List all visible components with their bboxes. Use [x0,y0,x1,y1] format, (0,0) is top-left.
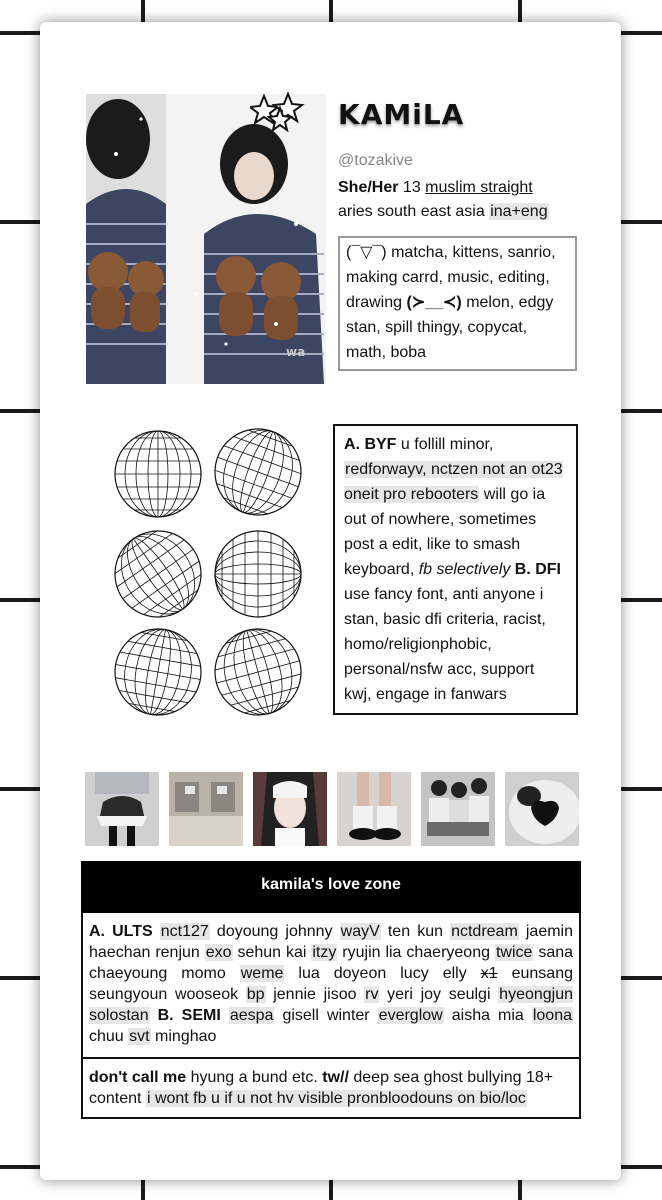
member-text: sehun kai [232,944,312,961]
love-zone-footer [81,1059,581,1119]
member-text: sana chaeyoung momo [89,944,574,982]
member-text: eunsang seungyoun wooseok [89,965,573,1003]
group-tag: aespa [229,1007,274,1024]
member-text: gisell winter [274,1007,378,1024]
dfi-text: use fancy font, anti anyone i stan, basic dfi criteria, racist, homo/religionphobic, personal/nsfw acc, support kwj, engage in fanwars [344,586,546,703]
byf-italic: fb selectively [418,561,511,578]
profile-handle: @tozakive [338,152,413,169]
byf-dfi-box [333,424,578,715]
group-tag: loona [532,1007,572,1024]
dont-call-text: hyung a bund etc. [186,1069,323,1086]
profile-name: KAMiLA [338,98,465,131]
member-text: doyoung johnny [209,923,340,940]
member-text: lua doyeon lucy elly [284,965,481,982]
group-tag: exo [205,944,232,961]
info-line: aries south east asia [338,203,485,220]
tw-text: deep sea ghost bullying 18+ content [89,1069,554,1107]
tw-highlight: i wont fb u if u not hv visible pronbloodouns on bio/loc [146,1090,526,1107]
thumbnail-row [85,772,577,846]
member-text: yeri joy seulgi [379,986,499,1003]
dfi-label: B. DFI [510,561,561,578]
love-zone-body [81,913,581,1059]
group-tag: twice [495,944,533,961]
emoticon-dislike: (≻__≺) [406,294,462,311]
identity: muslim straight [425,179,533,196]
dont-call-label: don't call me [89,1069,187,1086]
pronouns: She/Her [338,179,399,196]
member-text: jennie jisoo [265,986,365,1003]
thumbnail-image [169,772,243,846]
thumbnail-image [421,772,495,846]
member-text: chuu [89,1028,129,1045]
tw-label: tw// [322,1069,349,1086]
group-tag: nct127 [160,923,209,940]
byf-highlight: redforwayv, nctzen not an ot23 oneit pro rebooters [344,461,563,503]
love-zone-title: kamila's love zone [81,861,581,913]
stars-icon [250,92,330,139]
thumbnail-image [85,772,159,846]
member-text: minghao [150,1028,217,1045]
emoticon-happy: (¯▽¯) [346,244,387,261]
group-tag: itzy [312,944,337,961]
group-tag: everglow [378,1007,443,1024]
byf-text: u follill minor, [396,436,494,453]
member-text: aisha mia [443,1007,532,1024]
group-tag: rv [365,986,379,1003]
ults-label: A. ULTS [89,923,153,940]
member-text [221,1007,229,1024]
group-tag: wayV [340,923,380,940]
semi-label: B. SEMI [149,1007,221,1024]
profile-info [338,176,588,224]
member-text: ryujin lia chaeryeong [337,944,495,961]
profile-card [40,22,621,1180]
age: 13 [402,179,421,196]
byf-text: will go ia out of nowhere, sometimes post a edit, like to smash keyboard, [344,486,546,578]
group-tag: bp [246,986,265,1003]
globe-graphics [102,422,312,722]
thumbnail-image [337,772,411,846]
photo-watermark: wa [286,345,306,359]
group-tag: hyeongjun solostan [89,986,574,1024]
thumbnail-image [505,772,579,846]
likes-text: matcha, kittens, sanrio, making carrd, music, editing, drawing [346,244,556,311]
group-tag: weme [240,965,284,982]
group-tag-strikethrough: x1 [480,965,498,982]
group-tag: svt [129,1028,150,1045]
byf-label: A. BYF [344,436,397,453]
group-tag: nctdream [451,923,518,940]
dislikes-text: melon, edgy stan, spill thingy, copycat, math, boba [346,294,554,361]
love-zone [81,861,581,1119]
member-text: jaemin haechan renjun [89,923,574,961]
thumbnail-image [253,772,327,846]
member-text: ten kun [380,923,451,940]
likes-box [338,236,577,371]
languages: ina+eng [490,203,548,220]
